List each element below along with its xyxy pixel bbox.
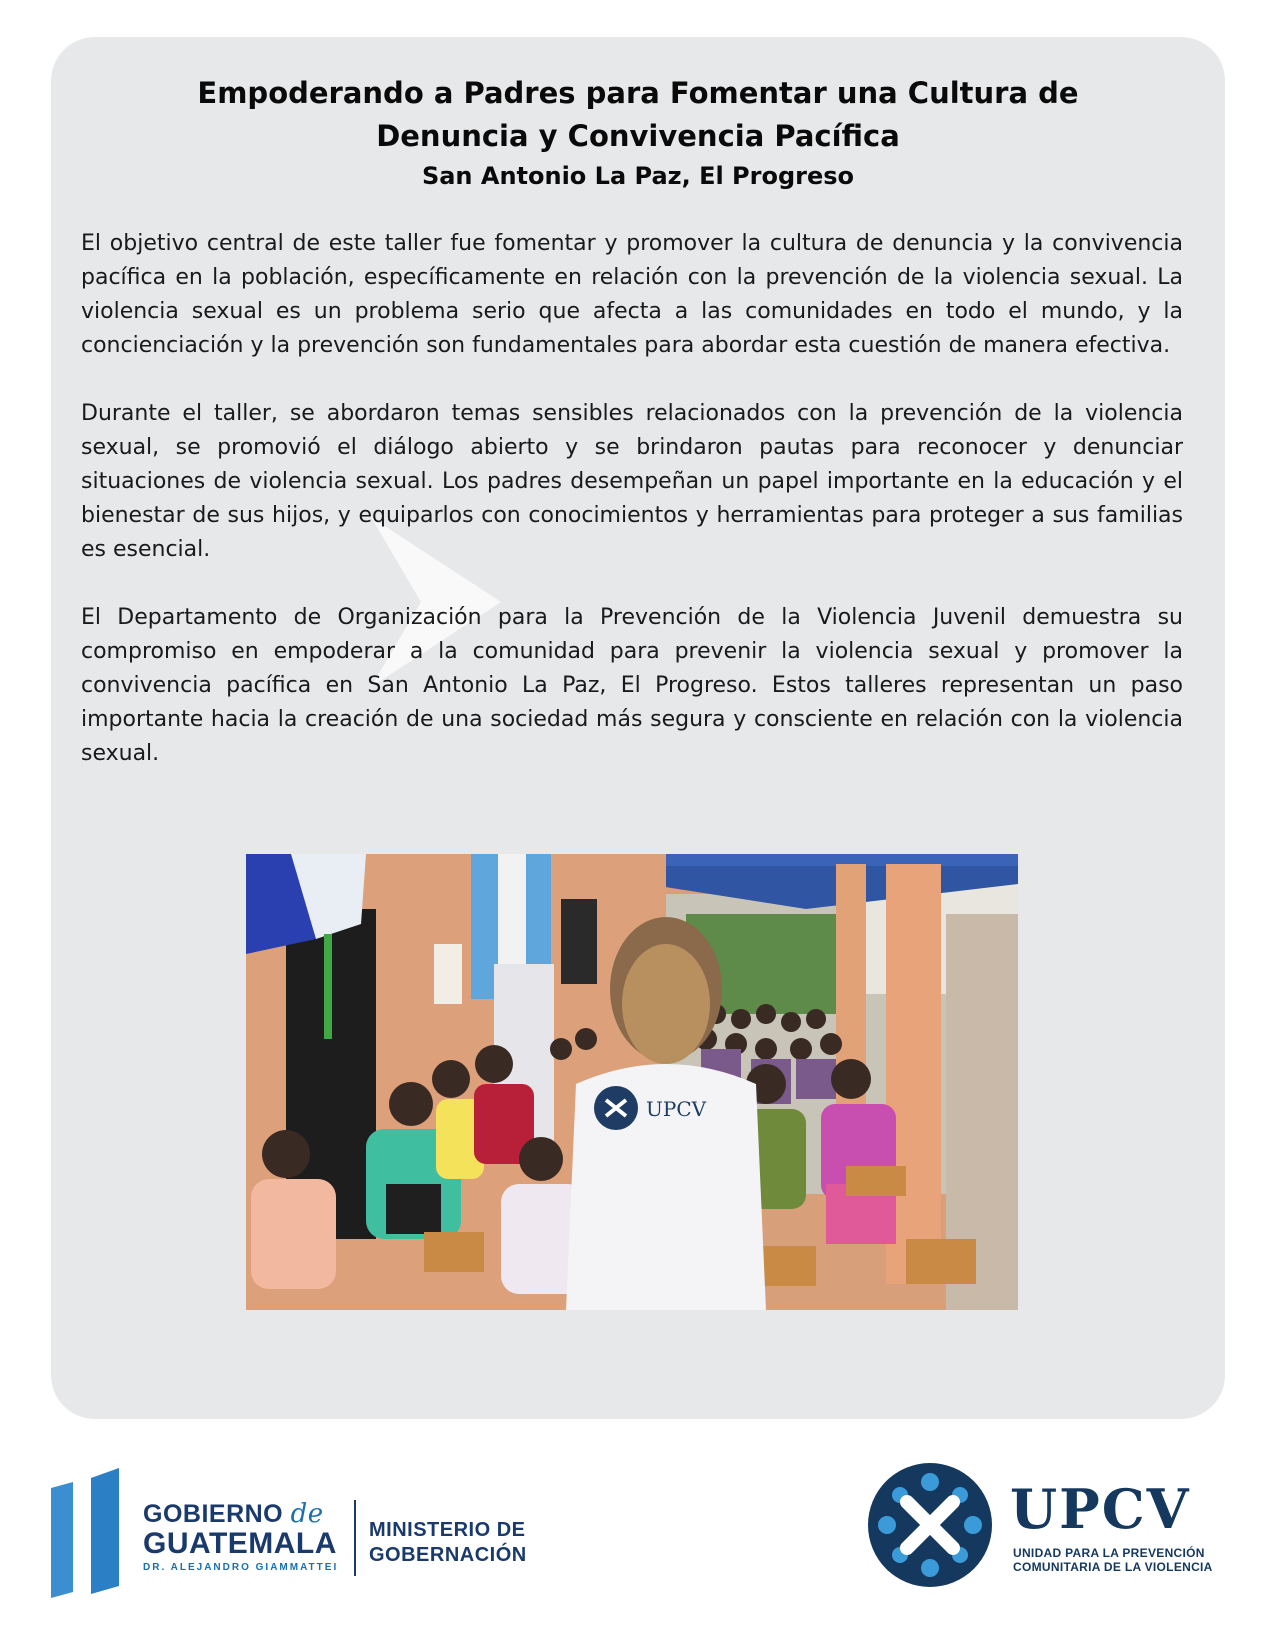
content-card [51, 37, 1225, 1419]
gobierno-wordmark [143, 1500, 338, 1576]
article-header [51, 72, 1225, 194]
gobierno-de-word: de [290, 1499, 324, 1529]
presenter-shirt-logo-text: UPCV [646, 1097, 707, 1121]
paragraph-2: Durante el taller, se abordaron temas sensibles relacionados con la prevención de la violencia sexual, se promovió el diálogo abierto y se brindaron pautas para reconocer y denunciar situaciones de violencia sexual. Los padres desempeñan un papel importante en la educación y el bienestar de sus hijos, y equiparlos con conocimientos y herramientas para proteger a sus familias es esencial. [81, 401, 1183, 562]
upcv-logo [865, 1460, 1225, 1600]
logo-divider [354, 1500, 356, 1576]
upcv-emblem-icon [865, 1460, 995, 1590]
article-body [81, 227, 1183, 805]
upcv-tagline-line-2: COMUNITARIA DE LA VIOLENCIA [1013, 1560, 1213, 1574]
guatemala-word: GUATEMALA [143, 1527, 337, 1560]
article-title-line-2: Denuncia y Convivencia Pacífica [376, 119, 900, 153]
workshop-photo [246, 854, 1018, 1310]
paragraph-1: El objetivo central de este taller fue fomentar y promover la cultura de denuncia y la convivencia pacífica en la población, específicamente en relación con la prevención de la violencia sexual. La violencia sexual es un problema serio que afecta a las comunidades en todo el mundo, y la concienciación y la prevención son fundamentales para abordar esta cuestión de manera efectiva. [81, 231, 1183, 358]
guatemala-bars-icon [51, 1468, 131, 1598]
gobierno-word: GOBIERNO [143, 1500, 284, 1528]
upcv-tagline-line-1: UNIDAD PARA LA PREVENCIÓN [1013, 1546, 1205, 1560]
article-title-line-1: Empoderando a Padres para Fomentar una Cultura de [197, 76, 1079, 110]
upcv-wordmark: UPCV [1010, 1477, 1191, 1541]
ministerio-line-1: MINISTERIO DE [369, 1519, 526, 1541]
paragraph-3: El Departamento de Organización para la Prevención de la Violencia Juvenil demuestra su compromiso en empoderar a la comunidad para prevenir la violencia sexual y promover la convivencia pacífica en San Antonio La Paz, El Progreso. Estos talleres representan un paso importante hacia la creación de una sociedad más segura y consciente en relación con la violencia sexual. [81, 605, 1183, 766]
ministerio-wordmark [369, 1518, 527, 1568]
ministerio-line-2: GOBERNACIÓN [369, 1544, 527, 1566]
president-name: DR. ALEJANDRO GIAMMATTEI [143, 1562, 339, 1573]
article-subtitle: San Antonio La Paz, El Progreso [421, 162, 855, 190]
workshop-photo-illustration [246, 854, 1018, 1310]
gobierno-guatemala-logo [51, 1468, 571, 1598]
upcv-tagline [1013, 1546, 1213, 1574]
